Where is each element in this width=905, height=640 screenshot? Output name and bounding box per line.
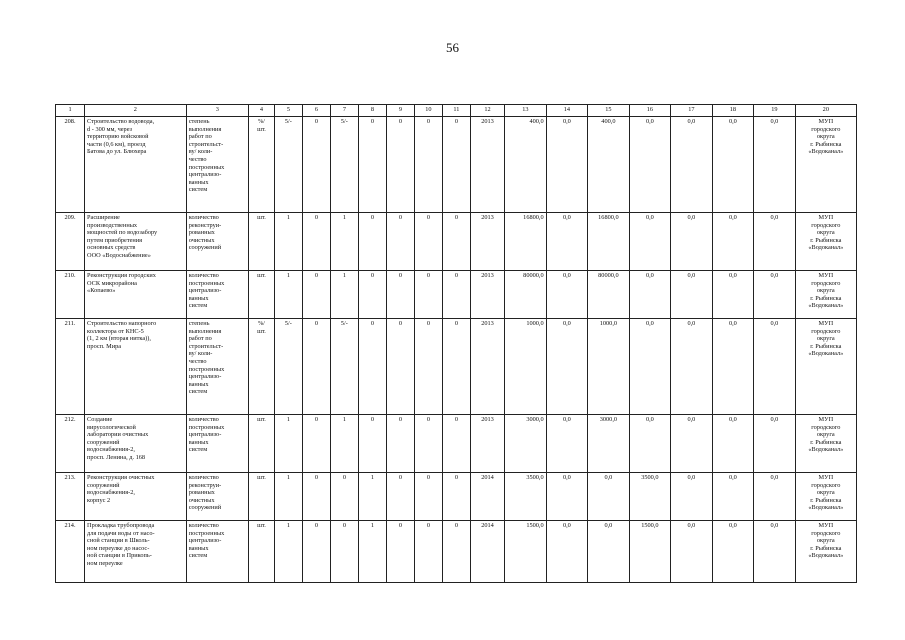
row-total: 16800,0 <box>505 213 547 271</box>
header-cell-9: 9 <box>386 105 414 117</box>
row-col17: 0,0 <box>671 117 713 213</box>
table-row <box>56 521 857 583</box>
row-col5: 1 <box>274 213 302 271</box>
header-cell-4: 4 <box>248 105 274 117</box>
row-col18: 0,0 <box>712 271 754 319</box>
row-col16: 0,0 <box>629 117 671 213</box>
header-cell-18: 18 <box>712 105 754 117</box>
row-col10: 0 <box>414 415 442 473</box>
row-col10: 0 <box>414 473 442 521</box>
program-table <box>55 104 857 583</box>
row-name: Создание вирусологической лаборатории очистных сооружений водоснабжения-2, просп. Ленина, д. 168 <box>85 415 187 473</box>
row-col9: 0 <box>386 473 414 521</box>
row-col14: 0,0 <box>546 213 588 271</box>
row-unit: шт. <box>248 415 274 473</box>
row-col6: 0 <box>302 521 330 583</box>
row-number: 208. <box>56 117 85 213</box>
row-unit: шт. <box>248 213 274 271</box>
row-unit: шт. <box>248 473 274 521</box>
page-number: 56 <box>446 40 459 55</box>
row-col16: 0,0 <box>629 319 671 415</box>
row-total: 3500,0 <box>505 473 547 521</box>
row-col15: 1000,0 <box>588 319 630 415</box>
row-col14: 0,0 <box>546 521 588 583</box>
row-col11: 0 <box>442 213 470 271</box>
row-col6: 0 <box>302 473 330 521</box>
table-body <box>56 105 857 583</box>
row-col6: 0 <box>302 319 330 415</box>
row-col17: 0,0 <box>671 521 713 583</box>
row-col8: 1 <box>358 473 386 521</box>
header-row <box>56 105 857 117</box>
header-cell-15: 15 <box>588 105 630 117</box>
row-unit: шт. <box>248 521 274 583</box>
row-organization: МУП городского округа г. Рыбинска «Водоканал» <box>795 473 856 521</box>
table-row <box>56 473 857 521</box>
row-indicator: количество реконструи- рованных очистных сооружений <box>186 213 248 271</box>
row-col17: 0,0 <box>671 213 713 271</box>
row-col11: 0 <box>442 319 470 415</box>
row-col5: 1 <box>274 271 302 319</box>
table-row <box>56 117 857 213</box>
row-col19: 0,0 <box>754 213 796 271</box>
row-col18: 0,0 <box>712 473 754 521</box>
row-col5: 1 <box>274 473 302 521</box>
row-unit: %/ шт. <box>248 117 274 213</box>
row-name: Реконструкция городских ОСК микрорайона «Копаево» <box>85 271 187 319</box>
row-col8: 0 <box>358 415 386 473</box>
row-col10: 0 <box>414 213 442 271</box>
row-col10: 0 <box>414 271 442 319</box>
header-cell-10: 10 <box>414 105 442 117</box>
row-indicator: количество реконструи- рованных очистных сооружений <box>186 473 248 521</box>
row-year: 2014 <box>470 521 504 583</box>
row-indicator: количество построенных централизо- ванных систем <box>186 415 248 473</box>
row-col7: 1 <box>330 213 358 271</box>
row-col10: 0 <box>414 521 442 583</box>
row-organization: МУП городского округа г. Рыбинска «Водоканал» <box>795 521 856 583</box>
row-number: 212. <box>56 415 85 473</box>
row-year: 2013 <box>470 117 504 213</box>
row-col17: 0,0 <box>671 415 713 473</box>
row-total: 1500,0 <box>505 521 547 583</box>
row-year: 2013 <box>470 319 504 415</box>
row-col19: 0,0 <box>754 415 796 473</box>
row-col16: 0,0 <box>629 415 671 473</box>
row-col18: 0,0 <box>712 521 754 583</box>
row-col11: 0 <box>442 521 470 583</box>
row-name: Реконструкция очистных сооружений водоснабжения-2, корпус 2 <box>85 473 187 521</box>
row-col16: 0,0 <box>629 213 671 271</box>
header-cell-7: 7 <box>330 105 358 117</box>
header-cell-2: 2 <box>85 105 187 117</box>
row-total: 1000,0 <box>505 319 547 415</box>
row-col17: 0,0 <box>671 319 713 415</box>
row-col5: 5/- <box>274 319 302 415</box>
row-col6: 0 <box>302 117 330 213</box>
row-col8: 0 <box>358 271 386 319</box>
row-total: 400,0 <box>505 117 547 213</box>
row-indicator: степень выполнения работ по строительст- ву/ коли- чество построенных централизо- ванных систем <box>186 117 248 213</box>
row-col17: 0,0 <box>671 271 713 319</box>
row-col5: 1 <box>274 521 302 583</box>
row-year: 2014 <box>470 473 504 521</box>
header-cell-5: 5 <box>274 105 302 117</box>
row-col18: 0,0 <box>712 213 754 271</box>
row-col6: 0 <box>302 271 330 319</box>
row-col7: 0 <box>330 521 358 583</box>
row-col7: 0 <box>330 473 358 521</box>
header-cell-1: 1 <box>56 105 85 117</box>
row-col7: 1 <box>330 415 358 473</box>
row-col19: 0,0 <box>754 117 796 213</box>
header-cell-20: 20 <box>795 105 856 117</box>
row-organization: МУП городского округа г. Рыбинска «Водоканал» <box>795 213 856 271</box>
row-col10: 0 <box>414 319 442 415</box>
row-col7: 5/- <box>330 319 358 415</box>
row-total: 80000,0 <box>505 271 547 319</box>
header-cell-8: 8 <box>358 105 386 117</box>
table-row <box>56 271 857 319</box>
row-col7: 1 <box>330 271 358 319</box>
row-col19: 0,0 <box>754 521 796 583</box>
row-organization: МУП городского округа г. Рыбинска «Водоканал» <box>795 271 856 319</box>
header-cell-16: 16 <box>629 105 671 117</box>
row-col11: 0 <box>442 117 470 213</box>
header-cell-14: 14 <box>546 105 588 117</box>
row-col11: 0 <box>442 473 470 521</box>
row-col9: 0 <box>386 319 414 415</box>
row-indicator: количество построенных централизо- ванных систем <box>186 521 248 583</box>
row-col16: 1500,0 <box>629 521 671 583</box>
table-row <box>56 415 857 473</box>
row-col14: 0,0 <box>546 271 588 319</box>
row-col11: 0 <box>442 415 470 473</box>
row-col14: 0,0 <box>546 319 588 415</box>
row-col8: 0 <box>358 319 386 415</box>
row-col9: 0 <box>386 271 414 319</box>
row-col10: 0 <box>414 117 442 213</box>
row-year: 2013 <box>470 415 504 473</box>
row-col14: 0,0 <box>546 117 588 213</box>
row-col15: 80000,0 <box>588 271 630 319</box>
row-col14: 0,0 <box>546 473 588 521</box>
table-row <box>56 319 857 415</box>
row-col15: 400,0 <box>588 117 630 213</box>
row-col14: 0,0 <box>546 415 588 473</box>
row-col19: 0,0 <box>754 473 796 521</box>
header-cell-11: 11 <box>442 105 470 117</box>
row-year: 2013 <box>470 271 504 319</box>
row-unit: %/ шт. <box>248 319 274 415</box>
row-col16: 3500,0 <box>629 473 671 521</box>
row-number: 213. <box>56 473 85 521</box>
row-number: 209. <box>56 213 85 271</box>
row-col19: 0,0 <box>754 319 796 415</box>
row-col18: 0,0 <box>712 319 754 415</box>
row-col6: 0 <box>302 415 330 473</box>
row-col18: 0,0 <box>712 117 754 213</box>
row-col6: 0 <box>302 213 330 271</box>
row-total: 3000,0 <box>505 415 547 473</box>
row-name: Строительство водовода, d - 300 мм, через территорию войсковой части (0,6 км), проезд Батова до ул. Блюхера <box>85 117 187 213</box>
row-col9: 0 <box>386 415 414 473</box>
row-col15: 16800,0 <box>588 213 630 271</box>
row-col8: 0 <box>358 117 386 213</box>
row-indicator: количество построенных централизо- ванных систем <box>186 271 248 319</box>
header-cell-6: 6 <box>302 105 330 117</box>
row-col9: 0 <box>386 213 414 271</box>
row-col17: 0,0 <box>671 473 713 521</box>
row-year: 2013 <box>470 213 504 271</box>
row-col8: 0 <box>358 213 386 271</box>
row-organization: МУП городского округа г. Рыбинска «Водоканал» <box>795 117 856 213</box>
row-indicator: степень выполнения работ по строительст- ву/ коли- чество построенных централизо- ванных систем <box>186 319 248 415</box>
row-name: Прокладка трубопровода для подачи воды от насо- сной станции в Школь- ном переулке до насос- ной станции в Прикопь- ном переулке <box>85 521 187 583</box>
row-col8: 1 <box>358 521 386 583</box>
row-organization: МУП городского округа г. Рыбинска «Водоканал» <box>795 319 856 415</box>
header-cell-12: 12 <box>470 105 504 117</box>
row-col5: 5/- <box>274 117 302 213</box>
row-col15: 3000,0 <box>588 415 630 473</box>
row-col5: 1 <box>274 415 302 473</box>
row-col7: 5/- <box>330 117 358 213</box>
row-col19: 0,0 <box>754 271 796 319</box>
row-col16: 0,0 <box>629 271 671 319</box>
row-name: Расширение производственных мощностей по водозабору путем приобретения основных средств ООО «Водоснабжение» <box>85 213 187 271</box>
row-col18: 0,0 <box>712 415 754 473</box>
row-name: Строительство напорного коллектора от КНС-5 (1, 2 км (вторая нитка)), просп. Мира <box>85 319 187 415</box>
row-organization: МУП городского округа г. Рыбинска «Водоканал» <box>795 415 856 473</box>
row-col15: 0,0 <box>588 521 630 583</box>
row-number: 210. <box>56 271 85 319</box>
row-col9: 0 <box>386 117 414 213</box>
header-cell-13: 13 <box>505 105 547 117</box>
table-row <box>56 213 857 271</box>
header-cell-3: 3 <box>186 105 248 117</box>
row-col11: 0 <box>442 271 470 319</box>
row-col9: 0 <box>386 521 414 583</box>
row-number: 214. <box>56 521 85 583</box>
row-number: 211. <box>56 319 85 415</box>
header-cell-19: 19 <box>754 105 796 117</box>
header-cell-17: 17 <box>671 105 713 117</box>
row-unit: шт. <box>248 271 274 319</box>
row-col15: 0,0 <box>588 473 630 521</box>
